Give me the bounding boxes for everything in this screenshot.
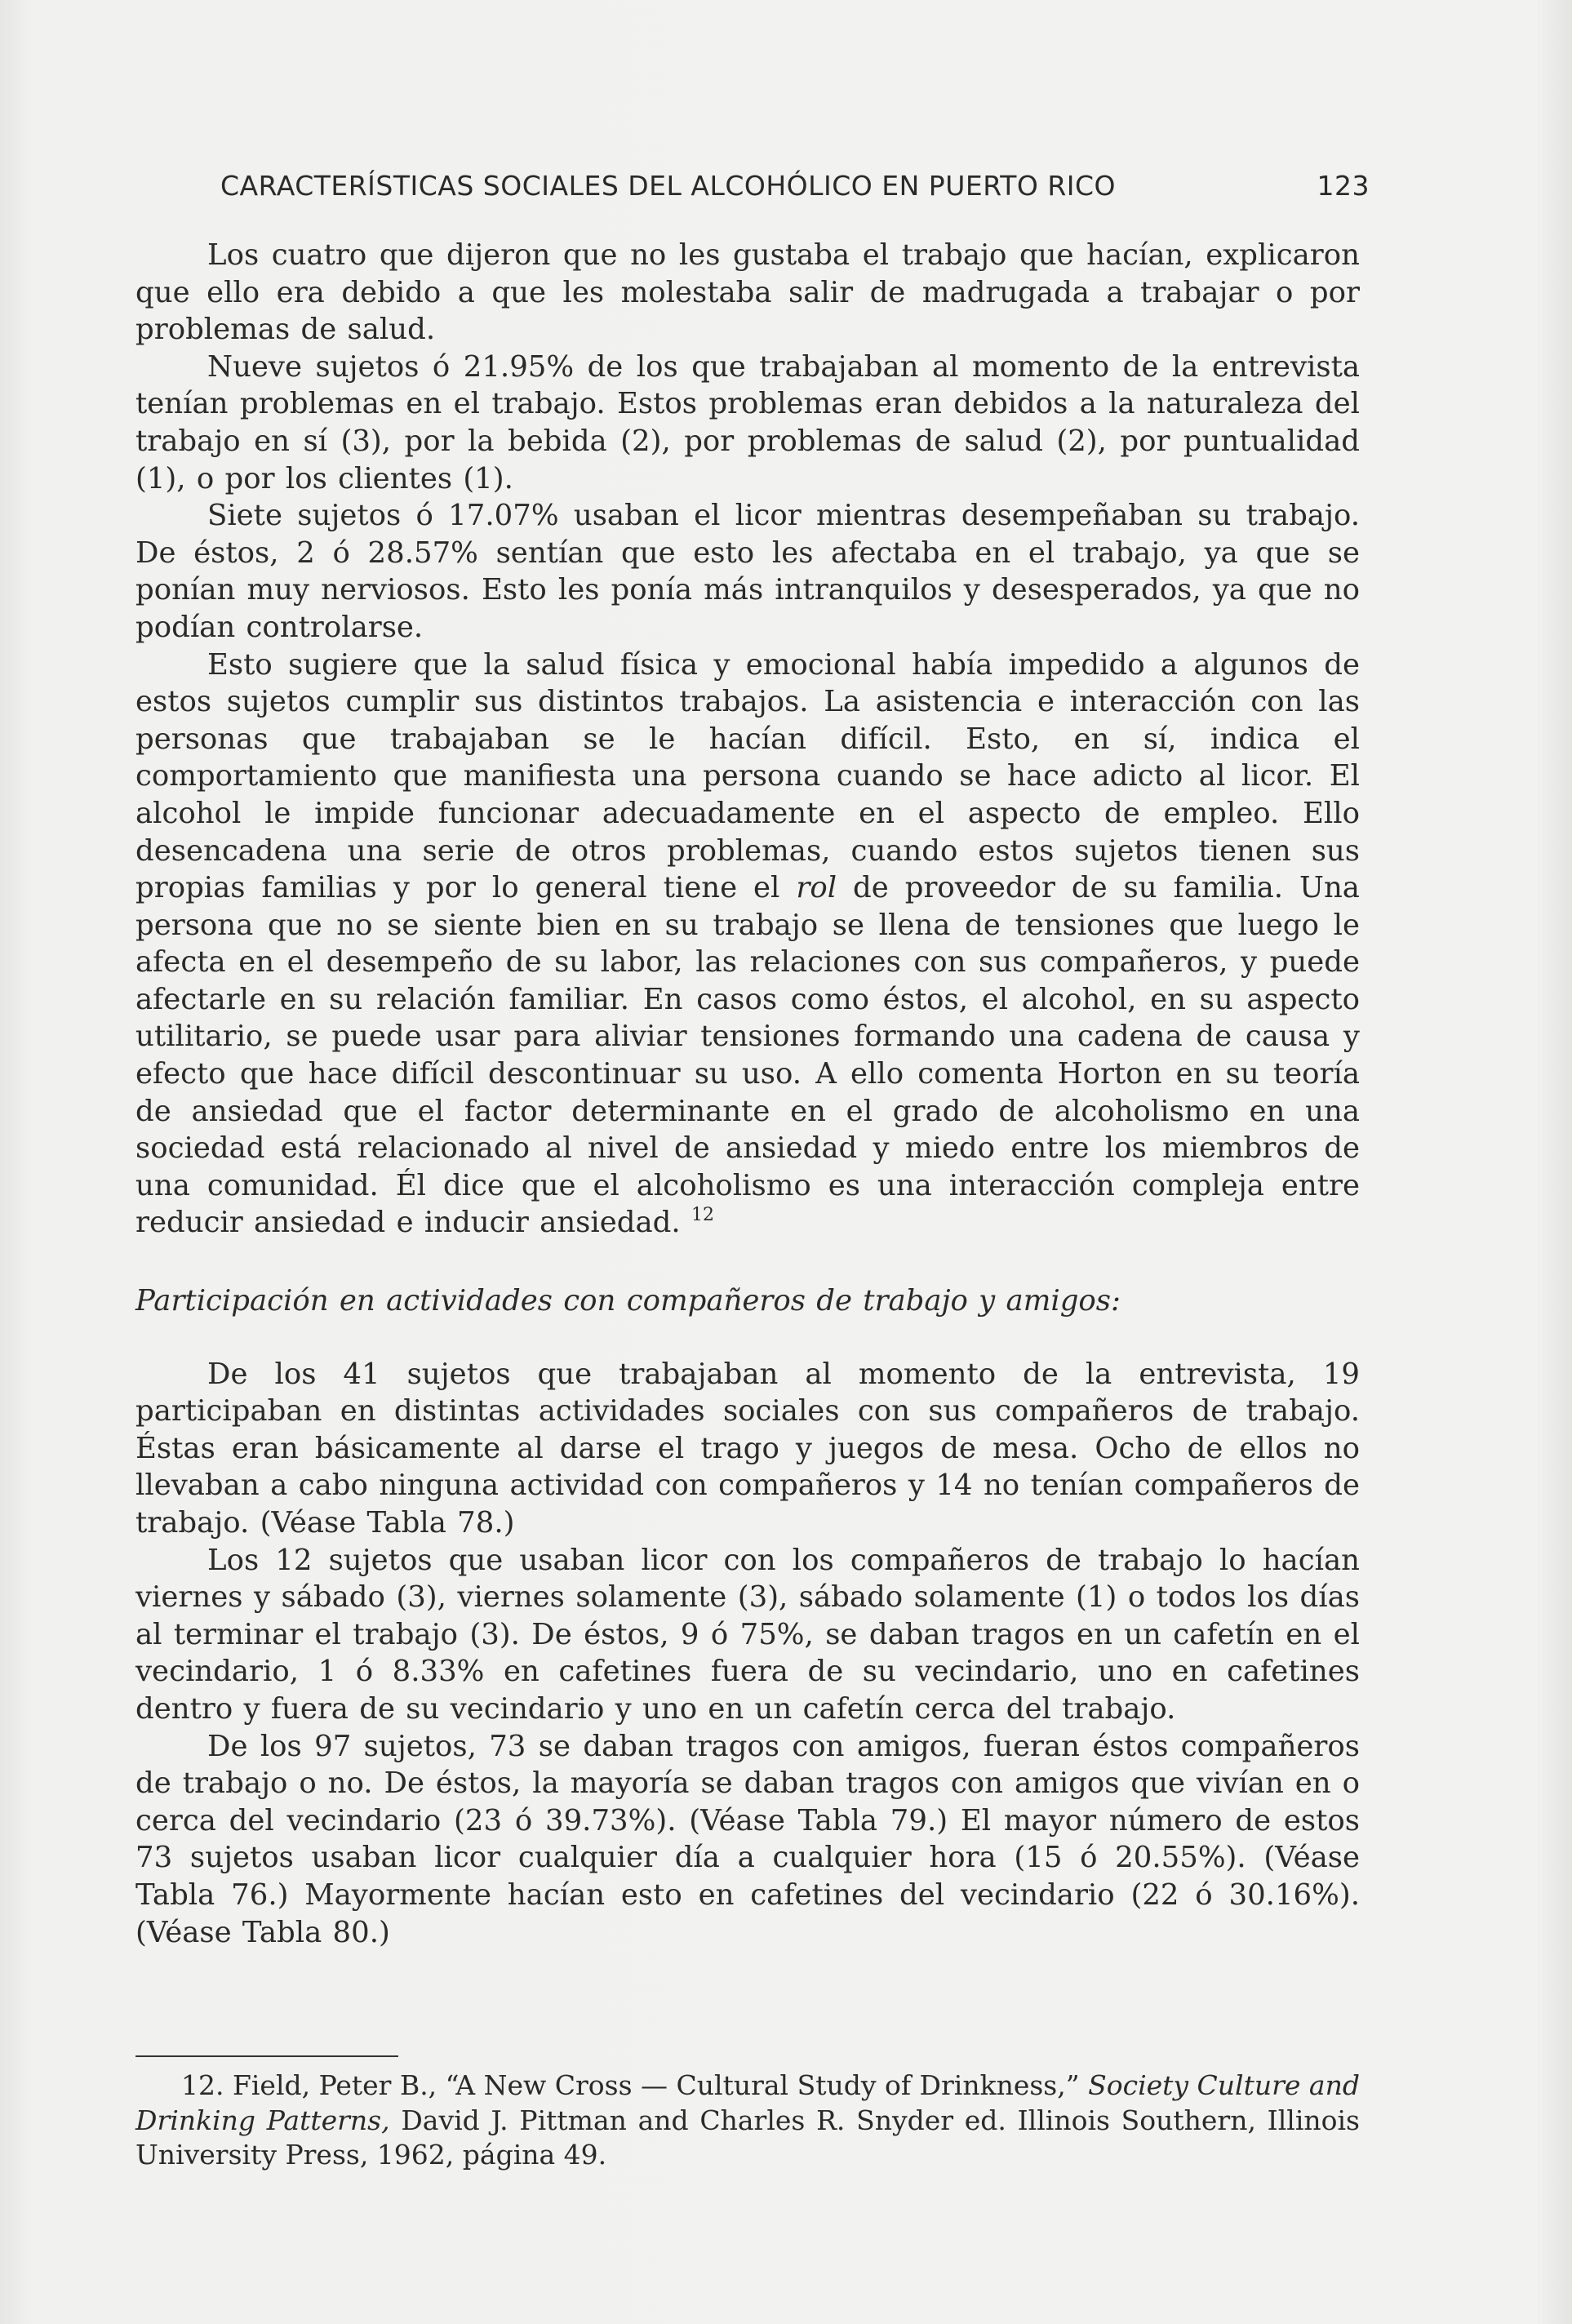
footnote-text-a: Field, Peter B., “A New Cross — Cultural Study of Drinkness,” — [232, 2069, 1080, 2101]
paragraph-6: Los 12 sujetos que usaban licor con los compañeros de trabajo lo hacían viernes y sábado (3), viernes solamente (3), sábado solamente (1) o todos los días al terminar el trabajo (3). De éstos, 9 ó 75%, se daban tragos en un cafetín en el vecindario, 1 ó 8.33% en cafetines fuera de su vecindario, uno en cafetines dentro y fuera de su vecindario y uno en un cafetín cerca del trabajo. — [135, 1543, 1360, 1726]
footnote-number: 12. — [181, 2069, 224, 2101]
running-head — [220, 170, 1370, 202]
paragraph-4-part-a: Esto sugiere que la salud física y emocional había impedido a algunos de estos sujetos cumplir sus distintos trabajos. La asistencia e interacción con las personas que trabajaban se le hacían difícil. Esto, en sí, indica el comportamiento que manifiesta una persona cuando se hace adicto al licor. El alcohol le impide funcionar adecuadamente en el aspecto de empleo. Ello desencadena una serie de otros problemas, cuando estos sujetos tienen sus propias familias y por lo general tiene el — [135, 647, 1360, 905]
paragraph-4 — [135, 647, 1360, 1242]
paragraph-3: Siete sujetos ó 17.07% usaban el licor mientras desempeñaban su trabajo. De éstos, 2 ó 28.57% sentían que esto les afectaba en el trabajo, ya que se ponían muy nerviosos. Esto les ponía más intranquilos y desesperados, ya que no podían controlarse. — [135, 499, 1360, 644]
section-heading: Participación en actividades con compañeros de trabajo y amigos: — [135, 1284, 1121, 1318]
paragraph-2: Nueve sujetos ó 21.95% de los que trabajaban al momento de la entrevista tenían problemas en el trabajo. Estos problemas eran debidos a la naturaleza del trabajo en sí (3), por la bebida (2), por problemas de salud (2), por puntualidad (1), o por los clientes (1). — [135, 349, 1360, 495]
footnote-reference: 12 — [691, 1205, 714, 1226]
footnote-text-b: David J. Pittman and Charles R. Snyder ed. Illinois Southern, Illinois University Press, 1962, página 49. — [135, 2104, 1360, 2171]
paragraph-4-part-b: de proveedor de su familia. Una persona que no se siente bien en su trabajo se llena de tensiones que luego le afecta en el desempeño de su labor, las relaciones con sus compañeros, y puede afectarle en su relación familiar. En casos como éstos, el alcohol, en su aspecto utilitario, se puede usar para aliviar tensiones formando una cadena de causa y efecto que hace difícil descontinuar su uso. A ello comenta Horton en su teoría de ansiedad que el factor determinante en el grado de alcoholismo en una sociedad está relacionado al nivel de ansiedad y miedo entre los miembros de una comunidad. Él dice que el alcoholismo es una interacción compleja entre reducir ansiedad e inducir ansiedad. — [135, 871, 1360, 1240]
footnotes — [135, 2068, 1360, 2173]
footnote-12 — [135, 2068, 1360, 2173]
running-head-title: CARACTERÍSTICAS SOCIALES DEL ALCOHÓLICO EN PUERTO RICO — [220, 170, 1117, 202]
footnote-book-title: Society Culture and Drinking Patterns, — [135, 2069, 1360, 2136]
paragraph-1: Los cuatro que dijeron que no les gustaba el trabajo que hacían, explicaron que ello era debido a que les molestaba salir de madrugada a trabajar o por problemas de salud. — [135, 238, 1360, 347]
paragraph-5: De los 41 sujetos que trabajaban al momento de la entrevista, 19 participaban en distintas actividades sociales con sus compañeros de trabajo. Éstas eran básicamente al darse el trago y juegos de mesa. Ocho de ellos no llevaban a cabo ninguna actividad con compañeros y 14 no tenían compañeros de trabajo. (Véase Tabla 78.) — [135, 1357, 1360, 1540]
body-text — [135, 237, 1360, 1951]
footnote-divider — [135, 2055, 398, 2057]
paragraph-4-italic-term: rol — [796, 871, 837, 905]
page-number: 123 — [1317, 170, 1370, 202]
paragraph-7: De los 97 sujetos, 73 se daban tragos con amigos, fueran éstos compañeros de trabajo o no. De éstos, la mayoría se daban tragos con amigos que vivían en o cerca del vecindario (23 ó 39.73%). (Véase Tabla 79.) El mayor número de estos 73 sujetos usaban licor cualquier día a cualquier hora (15 ó 20.55%). (Véase Tabla 76.) Mayormente hacían esto en cafetines del vecindario (22 ó 30.16%). (Véase Tabla 80.) — [135, 1729, 1360, 1949]
